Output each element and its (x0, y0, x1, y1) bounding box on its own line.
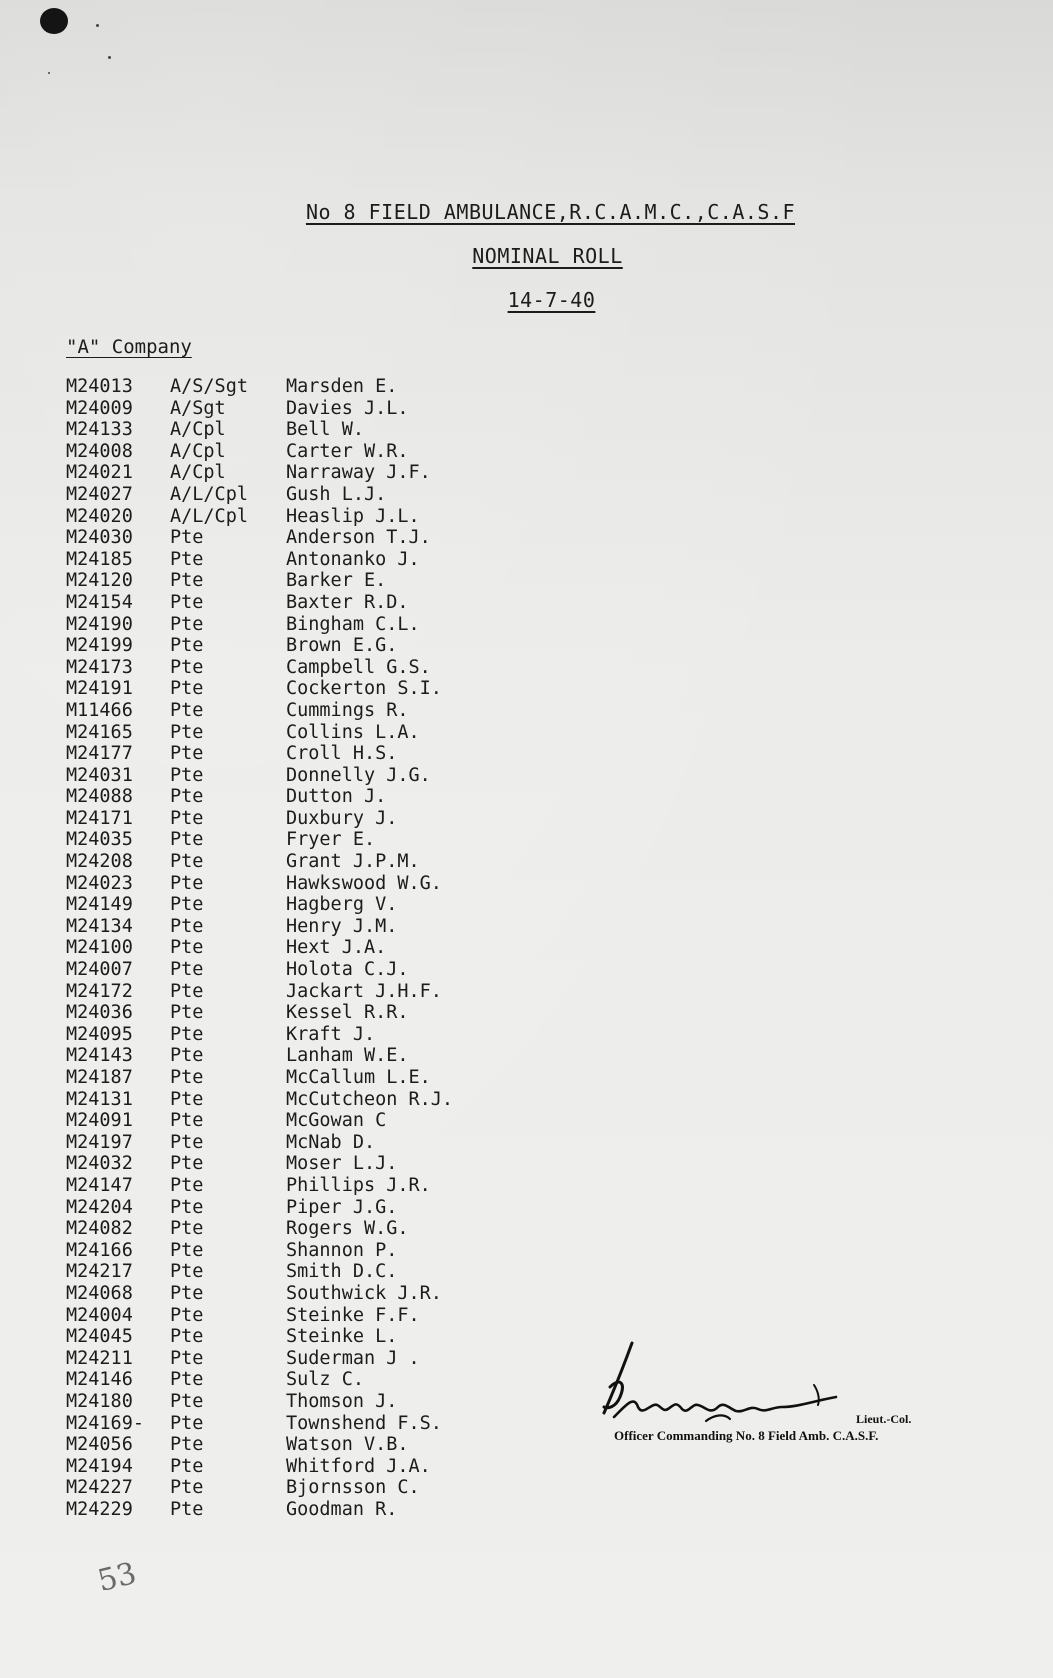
roll-entry (66, 657, 453, 679)
service-number: M24172 (66, 980, 133, 1002)
service-number: M24100 (66, 937, 133, 959)
service-number: M24199 (66, 635, 133, 657)
rank: Pte (170, 1110, 204, 1132)
roll-entry (66, 873, 453, 895)
rank: Pte (170, 1174, 204, 1196)
service-number: M24008 (66, 440, 133, 462)
rank: Pte (170, 1390, 204, 1412)
service-number: M24009 (66, 397, 133, 419)
soldier-name: Carter W.R. (286, 440, 409, 462)
rank: Pte (170, 1153, 204, 1175)
rank: Pte (170, 635, 204, 657)
rank: Pte (170, 527, 204, 549)
soldier-name: Hagberg V. (286, 894, 398, 916)
roll-entry (66, 1002, 453, 1024)
rank: Pte (170, 851, 204, 873)
soldier-name: Phillips J.R. (286, 1174, 431, 1196)
signatory-rank: Lieut.-Col. (856, 1412, 912, 1426)
service-number: M24208 (66, 851, 133, 873)
service-number: M24185 (66, 548, 133, 570)
service-number: M24146 (66, 1369, 133, 1391)
service-number: M24227 (66, 1477, 133, 1499)
service-number: M24032 (66, 1153, 133, 1175)
rank: A/Cpl (170, 462, 226, 484)
soldier-name: Moser L.J. (286, 1153, 398, 1175)
roll-entry (66, 1499, 453, 1521)
soldier-name: McCallum L.E. (286, 1067, 431, 1088)
roll-date-text: 14-7-40 (507, 288, 596, 312)
rank: Pte (170, 1023, 204, 1045)
soldier-name: Piper J.G. (286, 1196, 398, 1218)
soldier-name: Smith D.C. (286, 1261, 398, 1283)
service-number: M24031 (66, 764, 133, 786)
roll-entry (66, 916, 453, 938)
service-number: M24082 (66, 1218, 133, 1240)
rank: A/S/Sgt (170, 376, 248, 397)
roll-entry (66, 786, 453, 808)
soldier-name: Suderman J . (286, 1347, 420, 1369)
service-number: M24194 (66, 1455, 133, 1477)
service-number: M24165 (66, 721, 133, 743)
service-number: M24147 (66, 1174, 133, 1196)
roll-entry (66, 937, 453, 959)
soldier-name: Rogers W.G. (286, 1218, 409, 1240)
soldier-name: Grant J.P.M. (286, 851, 420, 873)
roll-entry (66, 1305, 453, 1327)
rank: Pte (170, 656, 204, 678)
service-number: M24088 (66, 786, 133, 808)
service-number: M24023 (66, 872, 133, 894)
rank: A/L/Cpl (170, 483, 248, 505)
service-number: M24171 (66, 807, 133, 829)
soldier-name: McCutcheon R.J. (286, 1088, 454, 1110)
soldier-name: Marsden E. (286, 376, 398, 397)
service-number: M24013 (66, 376, 133, 397)
roll-entry (66, 376, 453, 398)
soldier-name: Jackart J.H.F. (286, 980, 442, 1002)
rank: Pte (170, 1088, 204, 1110)
service-number: M24217 (66, 1261, 133, 1283)
rank: Pte (170, 613, 204, 635)
roll-entry (66, 527, 453, 549)
service-number: M24204 (66, 1196, 133, 1218)
rank: Pte (170, 786, 204, 808)
rank: Pte (170, 678, 204, 700)
roll-entry (66, 1434, 453, 1456)
roll-entry (66, 484, 453, 506)
roll-entry (66, 592, 453, 614)
rank: A/Sgt (170, 397, 226, 419)
soldier-name: Sulz C. (286, 1369, 364, 1391)
roll-entry (66, 549, 453, 571)
soldier-name: Barker E. (286, 570, 387, 592)
service-number: M24173 (66, 656, 133, 678)
rank: Pte (170, 1455, 204, 1477)
roll-entry (66, 851, 453, 873)
rank: Pte (170, 570, 204, 592)
service-number: M24154 (66, 591, 133, 613)
roll-entry (66, 1391, 453, 1413)
roll-entry (66, 1024, 453, 1046)
unit-heading (0, 200, 1053, 224)
soldier-name: Campbell G.S. (286, 656, 431, 678)
service-number: M24091 (66, 1110, 133, 1132)
rank: Pte (170, 980, 204, 1002)
soldier-name: Bell W. (286, 419, 364, 441)
roll-entry (66, 1326, 453, 1348)
roll-title-text: NOMINAL ROLL (472, 244, 623, 268)
rank: Pte (170, 1347, 204, 1369)
soldier-name: Bjornsson C. (286, 1477, 420, 1499)
soldier-name: McGowan C (286, 1110, 387, 1132)
rank: Pte (170, 1239, 204, 1261)
service-number: M24035 (66, 829, 133, 851)
service-number: M24229 (66, 1498, 133, 1520)
service-number: M24131 (66, 1088, 133, 1110)
service-number: M24120 (66, 570, 133, 592)
roll-entry (66, 959, 453, 981)
signatory-title: Officer Commanding No. 8 Field Amb. C.A.S.F. (614, 1428, 879, 1443)
soldier-name: Davies J.L. (286, 397, 409, 419)
roll-entry (66, 419, 453, 441)
rank: A/Cpl (170, 419, 226, 441)
soldier-name: Baxter R.D. (286, 591, 409, 613)
roll-entry (66, 700, 453, 722)
service-number: M24187 (66, 1067, 133, 1088)
roll-entry (66, 743, 453, 765)
rank: Pte (170, 1131, 204, 1153)
roll-entry (66, 506, 453, 528)
roll-entry (66, 462, 453, 484)
service-number: M24056 (66, 1434, 133, 1456)
soldier-name: Croll H.S. (286, 743, 398, 765)
punch-hole (40, 8, 68, 34)
rank: Pte (170, 937, 204, 959)
service-number: M24211 (66, 1347, 133, 1369)
roll-entry (66, 1413, 453, 1435)
service-number: M24045 (66, 1326, 133, 1348)
roll-entry (66, 441, 453, 463)
service-number: M24068 (66, 1282, 133, 1304)
rank: Pte (170, 807, 204, 829)
service-number: M24149 (66, 894, 133, 916)
roll-entry (66, 765, 453, 787)
rank: Pte (170, 1261, 204, 1283)
soldier-name: Collins L.A. (286, 721, 420, 743)
soldier-name: Hawkswood W.G. (286, 872, 442, 894)
service-number: M24197 (66, 1131, 133, 1153)
roll-entry (66, 1110, 453, 1132)
service-number: M24169- (66, 1412, 144, 1434)
service-number: M24143 (66, 1045, 133, 1067)
service-number: M24134 (66, 915, 133, 937)
roll-entry (66, 1197, 453, 1219)
roll-entry (66, 1045, 453, 1067)
rank: Pte (170, 721, 204, 743)
roll-entry (66, 808, 453, 830)
roll-entry (66, 894, 453, 916)
speck (108, 56, 111, 59)
speck (96, 24, 99, 27)
roll-entry (66, 1348, 453, 1370)
roll-entry (66, 1477, 453, 1499)
rank: Pte (170, 1218, 204, 1240)
service-number: M24166 (66, 1239, 133, 1261)
roll-entry (66, 1456, 453, 1478)
soldier-name: Whitford J.A. (286, 1455, 431, 1477)
soldier-name: Shannon P. (286, 1239, 398, 1261)
rank: Pte (170, 1498, 204, 1520)
soldier-name: Steinke L. (286, 1326, 398, 1348)
rank: A/L/Cpl (170, 505, 248, 527)
rank: Pte (170, 1412, 204, 1434)
rank: Pte (170, 1477, 204, 1499)
soldier-name: Donnelly J.G. (286, 764, 431, 786)
rank: Pte (170, 548, 204, 570)
roll-entry (66, 1132, 453, 1154)
soldier-name: Kessel R.R. (286, 1002, 409, 1024)
service-number: M24030 (66, 527, 133, 549)
service-number: M24007 (66, 959, 133, 981)
soldier-name: Duxbury J. (286, 807, 398, 829)
soldier-name: Goodman R. (286, 1498, 398, 1520)
rank: Pte (170, 591, 204, 613)
rank: Pte (170, 743, 204, 765)
soldier-name: Dutton J. (286, 786, 387, 808)
service-number: M24190 (66, 613, 133, 635)
soldier-name: Cummings R. (286, 699, 409, 721)
roll-entry (66, 1089, 453, 1111)
rank: Pte (170, 1196, 204, 1218)
rank: Pte (170, 1067, 204, 1088)
unit-heading-text: No 8 FIELD AMBULANCE,R.C.A.M.C.,C.A.S.F (305, 200, 796, 224)
roll-entry (66, 1283, 453, 1305)
soldier-name: Anderson T.J. (286, 527, 431, 549)
roll-entry (66, 1218, 453, 1240)
service-number: M24095 (66, 1023, 133, 1045)
roll-entry (66, 614, 453, 636)
rank: Pte (170, 699, 204, 721)
soldier-name: Henry J.M. (286, 915, 398, 937)
soldier-name: Townshend F.S. (286, 1412, 442, 1434)
service-number: M24133 (66, 419, 133, 441)
roll-entry (66, 722, 453, 744)
soldier-name: McNab D. (286, 1131, 376, 1153)
roll-entry (66, 570, 453, 592)
roll-entry (66, 1369, 453, 1391)
rank: Pte (170, 872, 204, 894)
roll-entry (66, 1240, 453, 1262)
service-number: M24177 (66, 743, 133, 765)
soldier-name: Southwick J.R. (286, 1282, 442, 1304)
soldier-name: Brown E.G. (286, 635, 398, 657)
service-number: M24004 (66, 1304, 133, 1326)
roll-title (0, 244, 1053, 268)
page-number-mark: 53 (94, 1555, 140, 1600)
soldier-name: Thomson J. (286, 1390, 398, 1412)
soldier-name: Holota C.J. (286, 959, 409, 981)
section-heading: "A" Company (66, 336, 192, 358)
soldier-name: Hext J.A. (286, 937, 387, 959)
soldier-name: Gush L.J. (286, 483, 387, 505)
soldier-name: Watson V.B. (286, 1434, 409, 1456)
service-number: M24180 (66, 1390, 133, 1412)
rank: Pte (170, 1369, 204, 1391)
service-number: M24027 (66, 483, 133, 505)
rank: Pte (170, 1326, 204, 1348)
roll-entry (66, 981, 453, 1003)
soldier-name: Heaslip J.L. (286, 505, 420, 527)
rank: Pte (170, 915, 204, 937)
rank: Pte (170, 959, 204, 981)
soldier-name: Cockerton S.I. (286, 678, 442, 700)
rank: A/Cpl (170, 440, 226, 462)
speck (48, 72, 50, 74)
soldier-name: Kraft J. (286, 1023, 376, 1045)
roll-entry (66, 635, 453, 657)
roll-entry (66, 678, 453, 700)
rank: Pte (170, 894, 204, 916)
service-number: M11466 (66, 699, 133, 721)
rank: Pte (170, 1045, 204, 1067)
rank: Pte (170, 1002, 204, 1024)
rank: Pte (170, 764, 204, 786)
roll-entry (66, 1153, 453, 1175)
service-number: M24036 (66, 1002, 133, 1024)
soldier-name: Narraway J.F. (286, 462, 431, 484)
service-number: M24020 (66, 505, 133, 527)
rank: Pte (170, 1434, 204, 1456)
soldier-name: Lanham W.E. (286, 1045, 409, 1067)
roll-entry (66, 398, 453, 420)
rank: Pte (170, 1304, 204, 1326)
soldier-name: Bingham C.L. (286, 613, 420, 635)
service-number: M24191 (66, 678, 133, 700)
roll-date (0, 288, 1053, 312)
roll-entry (66, 829, 453, 851)
soldier-name: Fryer E. (286, 829, 376, 851)
rank: Pte (170, 829, 204, 851)
nominal-roll-list (66, 376, 453, 1520)
roll-entry (66, 1067, 453, 1089)
soldier-name: Steinke F.F. (286, 1304, 420, 1326)
roll-entry (66, 1261, 453, 1283)
soldier-name: Antonanko J. (286, 548, 420, 570)
roll-entry (66, 1175, 453, 1197)
service-number: M24021 (66, 462, 133, 484)
rank: Pte (170, 1282, 204, 1304)
